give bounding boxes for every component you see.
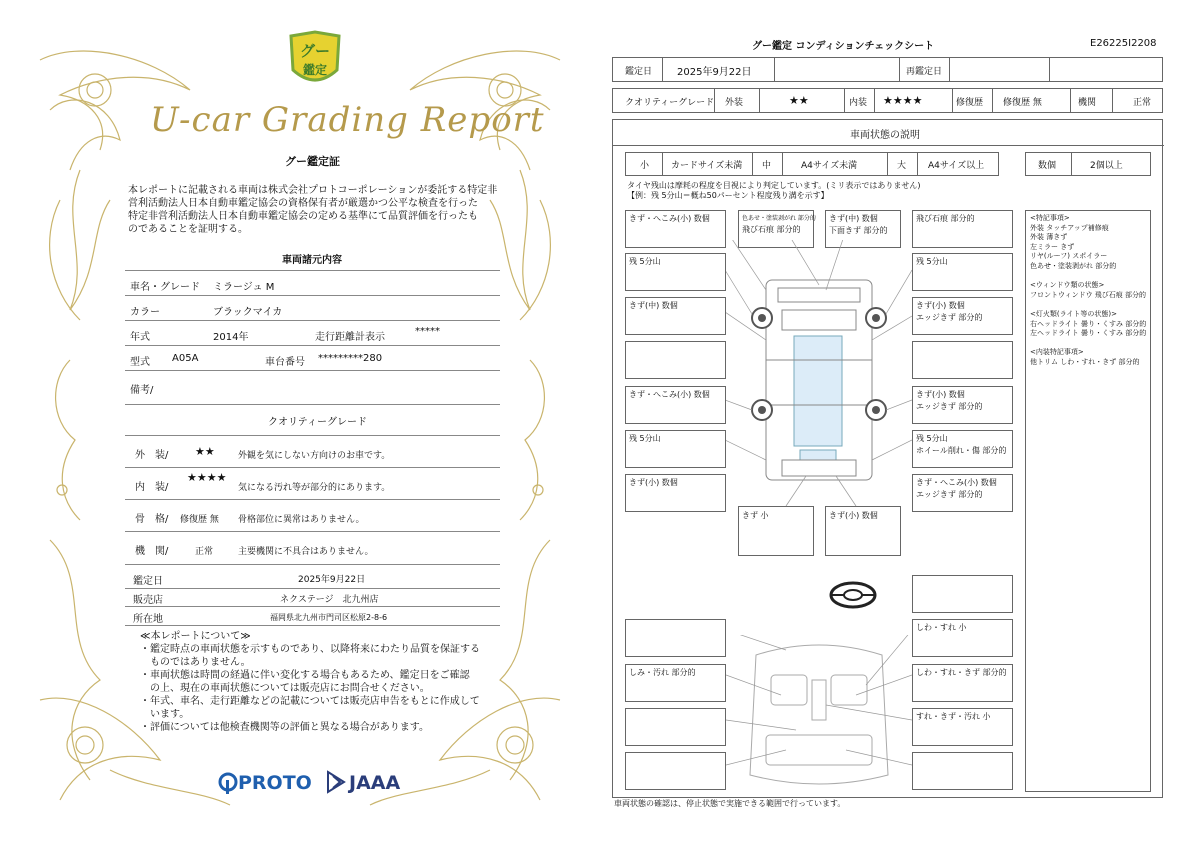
damage-box-top-2: きず(中) 数個 下面きず 部分的 xyxy=(825,210,901,248)
condition-title: 車両状態の説明 xyxy=(850,130,920,141)
quality-frame-value: 修復歴 無 xyxy=(180,515,219,525)
damage-box-left-1: きず・へこみ(小) 数個 xyxy=(625,210,726,248)
car-name-value: ミラージュ M xyxy=(213,282,275,293)
address-label: 所在地 xyxy=(133,614,163,625)
svg-text:グー: グー xyxy=(299,42,331,60)
quality-ext-note: 外観を気にしない方向けのお車です。 xyxy=(238,451,391,461)
damage-box-left-3: きず(中) 数個 xyxy=(625,297,726,335)
count-legend xyxy=(1025,152,1151,176)
certificate-title: グー鑑定証 xyxy=(285,155,340,168)
damage-box-bottom-2: きず(小) 数個 xyxy=(825,506,901,556)
damage-box-top-1: 色あせ・塗装剥がれ 部分的 飛び石痕 部分的 xyxy=(738,210,814,248)
car-interior-diagram xyxy=(726,635,912,795)
address-value: 福岡県北九州市門司区松原2-8-6 xyxy=(270,613,388,622)
chassis-label: 車台番号 xyxy=(265,357,305,368)
damage-box-right-1: 残 5分山 xyxy=(912,253,1013,291)
damage-box-right-2: きず(小) 数個 エッジきず 部分的 xyxy=(912,297,1013,335)
legend-large: 大 xyxy=(897,161,907,171)
quality-int-stars: ★★★★ xyxy=(187,471,227,484)
tire-note: タイヤ残山は摩耗の程度を目視により判定しています。(ミリ表示ではありません) xyxy=(627,181,921,190)
year-label: 年式 xyxy=(130,332,150,343)
quality-int-note: 気になる汚れ等が部分的にあります。 xyxy=(238,483,391,493)
legend-large-desc: A4サイズ以上 xyxy=(928,161,985,171)
condition-panel xyxy=(612,119,1163,798)
interior-box-right-3: しわ・すれ・きず 部分的 xyxy=(912,664,1013,702)
grade-label: クオリティーグレード xyxy=(625,98,715,108)
mileage-label: 走行距離計表示 xyxy=(315,332,385,343)
intro-text: 本レポートに記載される車両は株式会社プロトコーポレーションが委託する特定非 営利活動法人日本自動車鑑定協会の資格保有者が厳選かつ公平な検査を行った 特定非営利活動法人日本自動車鑑定協会の定める基準にて品質評価を行ったも のであることを証明する。 xyxy=(128,185,498,235)
damage-box-right-4: きず(小) 数個 エッジきず 部分的 xyxy=(912,386,1013,424)
int-value: ★★★★ xyxy=(883,94,923,107)
damage-box-left-7: きず(小) 数個 xyxy=(625,474,726,512)
shop-label: 販売店 xyxy=(133,595,163,606)
steering-wheel-icon xyxy=(827,580,879,610)
quality-engine-value: 正常 xyxy=(195,547,214,557)
legend-small-desc: カードサイズ未満 xyxy=(671,161,743,171)
goo-badge-logo xyxy=(287,30,343,92)
quality-ext-stars: ★★ xyxy=(195,445,215,458)
interior-box-left-3 xyxy=(625,708,726,746)
chassis-value: *********280 xyxy=(318,353,383,364)
redate-label: 再鑑定日 xyxy=(906,67,943,77)
damage-box-right-5: 残 5分山 ホイール削れ・傷 部分的 xyxy=(912,430,1013,468)
color-label: カラー xyxy=(130,307,160,318)
quality-frame-label: 骨 格/ xyxy=(135,514,169,525)
interior-box-right-5 xyxy=(912,752,1013,790)
sheet-date-label: 鑑定日 xyxy=(625,67,653,77)
repair-label: 修復歴 xyxy=(956,98,984,108)
interior-box-left-2: しみ・汚れ 部分的 xyxy=(625,664,726,702)
int-label: 内装 xyxy=(849,98,868,108)
date-row xyxy=(612,57,1163,82)
damage-box-top-3: 飛び石痕 部分的 xyxy=(912,210,1013,248)
mileage-value: ***** xyxy=(415,326,440,337)
svg-text:鑑定: 鑑定 xyxy=(302,63,328,77)
interior-box-left-4 xyxy=(625,752,726,790)
damage-box-left-6: 残 5分山 xyxy=(625,430,726,468)
repair-value: 修復歴 無 xyxy=(1003,98,1042,108)
legend-mid-desc: A4サイズ未満 xyxy=(801,161,858,171)
sheet-title: グー鑑定 コンディションチェックシート xyxy=(752,41,935,52)
damage-box-left-5: きず・へこみ(小) 数個 xyxy=(625,386,726,424)
date-label: 鑑定日 xyxy=(133,576,163,587)
jaaa-logo-icon xyxy=(326,770,346,794)
ext-label: 外装 xyxy=(725,98,744,108)
car-exterior-diagram xyxy=(726,240,912,510)
color-value: ブラックマイカ xyxy=(213,307,283,318)
proto-logo-text: PROTO xyxy=(238,772,312,794)
year-value: 2014年 xyxy=(213,332,249,343)
interior-box-right-2: しわ・すれ 小 xyxy=(912,619,1013,657)
interior-box-left-1 xyxy=(625,619,726,657)
legend-small: 小 xyxy=(640,161,650,171)
damage-box-right-6: きず・へこみ(小) 数個 エッジきず 部分的 xyxy=(912,474,1013,512)
grade-row xyxy=(612,88,1163,113)
model-value: A05A xyxy=(172,353,199,364)
legend-count-desc: 2個以上 xyxy=(1090,161,1123,171)
condition-check-sheet xyxy=(600,0,1200,848)
quality-engine-label: 機 関/ xyxy=(135,546,169,557)
quality-frame-note: 骨格部位に異常はありません。 xyxy=(238,515,365,525)
damage-box-right-3 xyxy=(912,341,1013,379)
special-notes: <特記事項> 外装 タッチアップ補修痕 外装 薄きず 左ミラー きず リヤ(ルーフ) スポイラー 色あせ・塗装剥がれ 部分的 <ウィンドウ類の状態> フロントウィンドウ 飛び石痕 部分的 <灯火類(ライト等の状態)> 右ヘッドライト 曇り・くすみ 部分的 左ヘッドライト 曇り・くすみ 部分的 <内装特記事項> 他トリム しわ・すれ・きず 部分的 xyxy=(1025,210,1151,792)
interior-box-right-1 xyxy=(912,575,1013,613)
shop-value: ネクステージ 北九州店 xyxy=(280,595,379,605)
quality-engine-note: 主要機関に不具合はありません。 xyxy=(238,547,374,557)
quality-title: クオリティーグレード xyxy=(268,417,367,428)
interior-box-right-4: すれ・きず・汚れ 小 xyxy=(912,708,1013,746)
script-title: U-car Grading Report xyxy=(150,100,545,140)
size-legend xyxy=(625,152,999,176)
jaaa-logo-text: JAAA xyxy=(349,772,401,794)
engine-value: 正常 xyxy=(1133,98,1152,108)
legend-count: 数個 xyxy=(1038,161,1057,171)
sheet-date-value: 2025年9月22日 xyxy=(677,67,752,78)
damage-box-bottom-1: きず 小 xyxy=(738,506,814,556)
sheet-id: E26225I2208 xyxy=(1090,38,1157,49)
date-value: 2025年9月22日 xyxy=(298,575,366,585)
damage-box-left-2: 残 5分山 xyxy=(625,253,726,291)
quality-int-label: 内 装/ xyxy=(135,482,169,493)
footer-note: 車両状態の確認は、停止状態で実施できる範囲で行っています。 xyxy=(614,799,846,808)
remarks-label: 備考/ xyxy=(130,385,154,396)
tire-example: 【例：残 5分山＝概ね50パーセント程度残り溝を示す】 xyxy=(627,191,829,200)
car-name-label: 車名・グレード xyxy=(130,282,200,293)
ext-value: ★★ xyxy=(789,94,809,107)
model-label: 型式 xyxy=(130,357,150,368)
engine-label: 機関 xyxy=(1078,98,1097,108)
notice-block: ≪本レポートについて≫ ・鑑定時点の車両状態を示すものであり、以降将来にわたり品質を保証する ものではありません。 ・車両状態は時間の経過に伴い変化する場合もあるため、鑑定日をご確認 の上、現在の車両状態については販売店にお問合せください。 ・年式、車名、走行距離などの記載については販売店申告をもとに作成して います。 ・評価については他検査機関等の評価と異なる場合があります。 xyxy=(140,631,480,733)
legend-mid: 中 xyxy=(762,161,772,171)
proto-logo-icon xyxy=(218,772,238,794)
quality-ext-label: 外 装/ xyxy=(135,450,169,461)
damage-box-left-4 xyxy=(625,341,726,379)
spec-title: 車両諸元内容 xyxy=(282,255,342,266)
